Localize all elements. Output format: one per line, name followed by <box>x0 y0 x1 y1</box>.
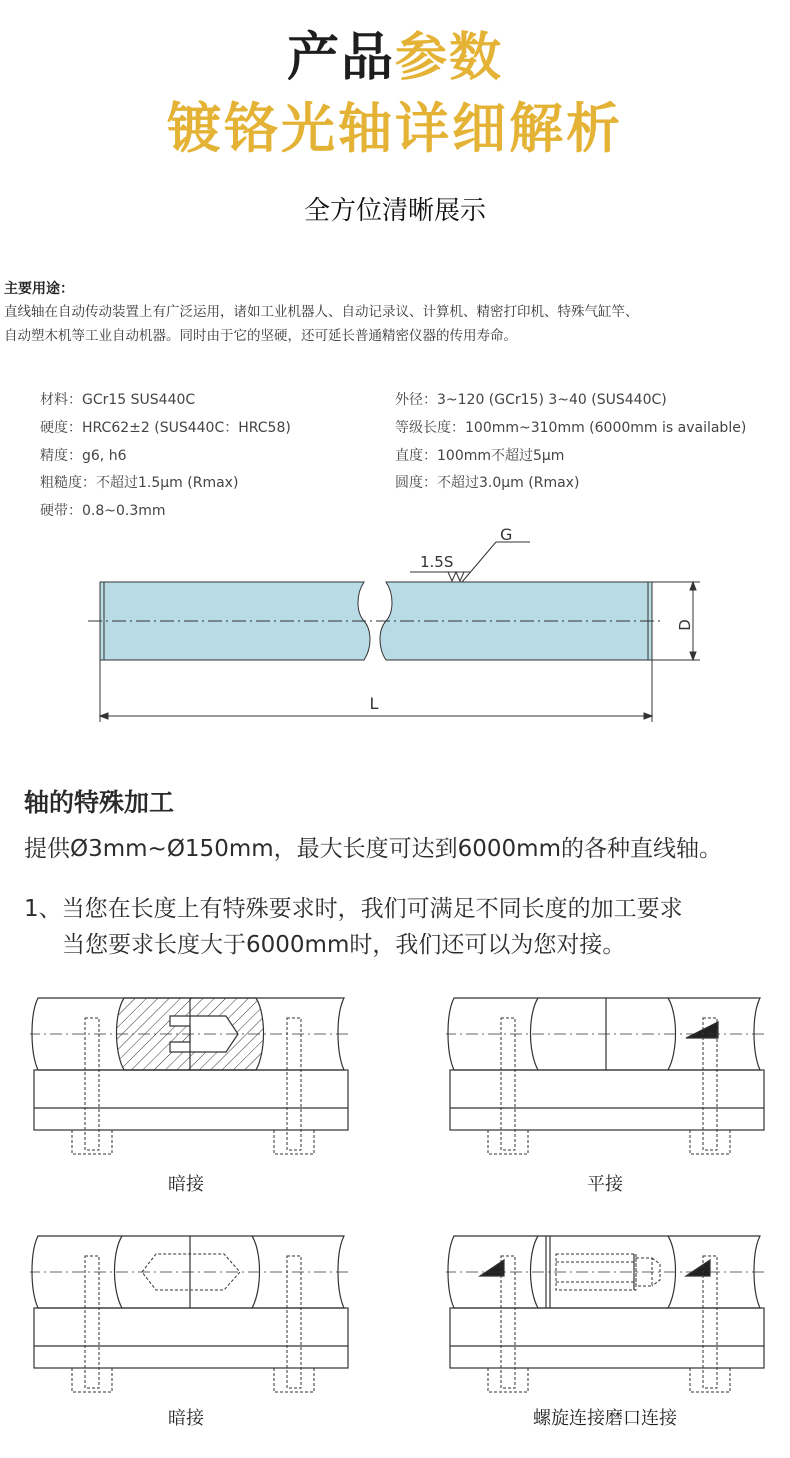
usage-text <box>4 300 790 348</box>
processing-description: 提供Ø3mm~Ø150mm，最大长度可达到6000mm的各种直线轴。 <box>24 836 722 862</box>
shaft-diagram <box>0 520 790 730</box>
joint-diagram-flat <box>446 990 768 1158</box>
page-subtitle: 镀铬光轴详细解析 <box>167 97 623 160</box>
spec-roundness: 圆度：不超过3.0μm (Rmax) <box>395 475 580 491</box>
spec-roughness: 粗糙度：不超过1.5μm (Rmax) <box>40 475 239 491</box>
title-part-dark: 产品 <box>286 28 395 88</box>
joint-diagram-threaded <box>446 1228 768 1396</box>
usage-line-2: 自动塑木机等工业自动机器。同时由于它的坚硬，还可延长普通精密仪器的传用寿命。 <box>4 328 517 344</box>
roughness-symbol <box>448 572 464 581</box>
caption-2: 平接 <box>587 1174 623 1195</box>
spec-material: 材料：GCr15 SUS440C <box>40 392 196 408</box>
g-label: G <box>500 525 513 544</box>
spec-straightness: 直度：100mm不超过5μm <box>395 448 565 464</box>
page-title <box>0 28 790 88</box>
caption-1: 暗接 <box>168 1174 204 1195</box>
joint-diagram-hidden-2 <box>30 1228 352 1396</box>
joint-diagram-hidden-1 <box>30 990 352 1158</box>
processing-title: 轴的特殊加工 <box>24 788 175 817</box>
title-part-gold: 参数 <box>395 28 504 88</box>
usage-line-1: 直线轴在自动传动装置上有广泛运用，诸如工业机器人、自动记录议、计算机、精密打印机、特殊气缸竿、 <box>4 304 639 320</box>
caption-3: 暗接 <box>168 1408 204 1429</box>
usage-heading: 主要用途： <box>4 281 74 297</box>
spec-length-grade: 等级长度：100mm~310mm (6000mm is available) <box>395 420 747 436</box>
spec-hardness: 硬度：HRC62±2 (SUS440C：HRC58) <box>40 420 291 436</box>
d-label: D <box>676 619 694 631</box>
spec-precision: 精度：g6, h6 <box>40 448 127 464</box>
requirement-line-2: 当您要求长度大于6000mm时，我们还可以为您对接。 <box>62 932 626 958</box>
tagline: 全方位清晰展示 <box>303 196 486 226</box>
spec-hard-band: 硬带：0.8~0.3mm <box>40 503 166 519</box>
requirement-line-1: 1、当您在长度上有特殊要求时，我们可满足不同长度的加工要求 <box>24 896 683 922</box>
l-label: L <box>369 694 379 713</box>
g-leader <box>462 542 496 582</box>
caption-4: 螺旋连接磨口连接 <box>533 1408 677 1429</box>
spec-outer-diameter: 外径：3~120 (GCr15) 3~40 (SUS440C) <box>395 392 667 408</box>
roughness-label: 1.5S <box>420 553 454 571</box>
